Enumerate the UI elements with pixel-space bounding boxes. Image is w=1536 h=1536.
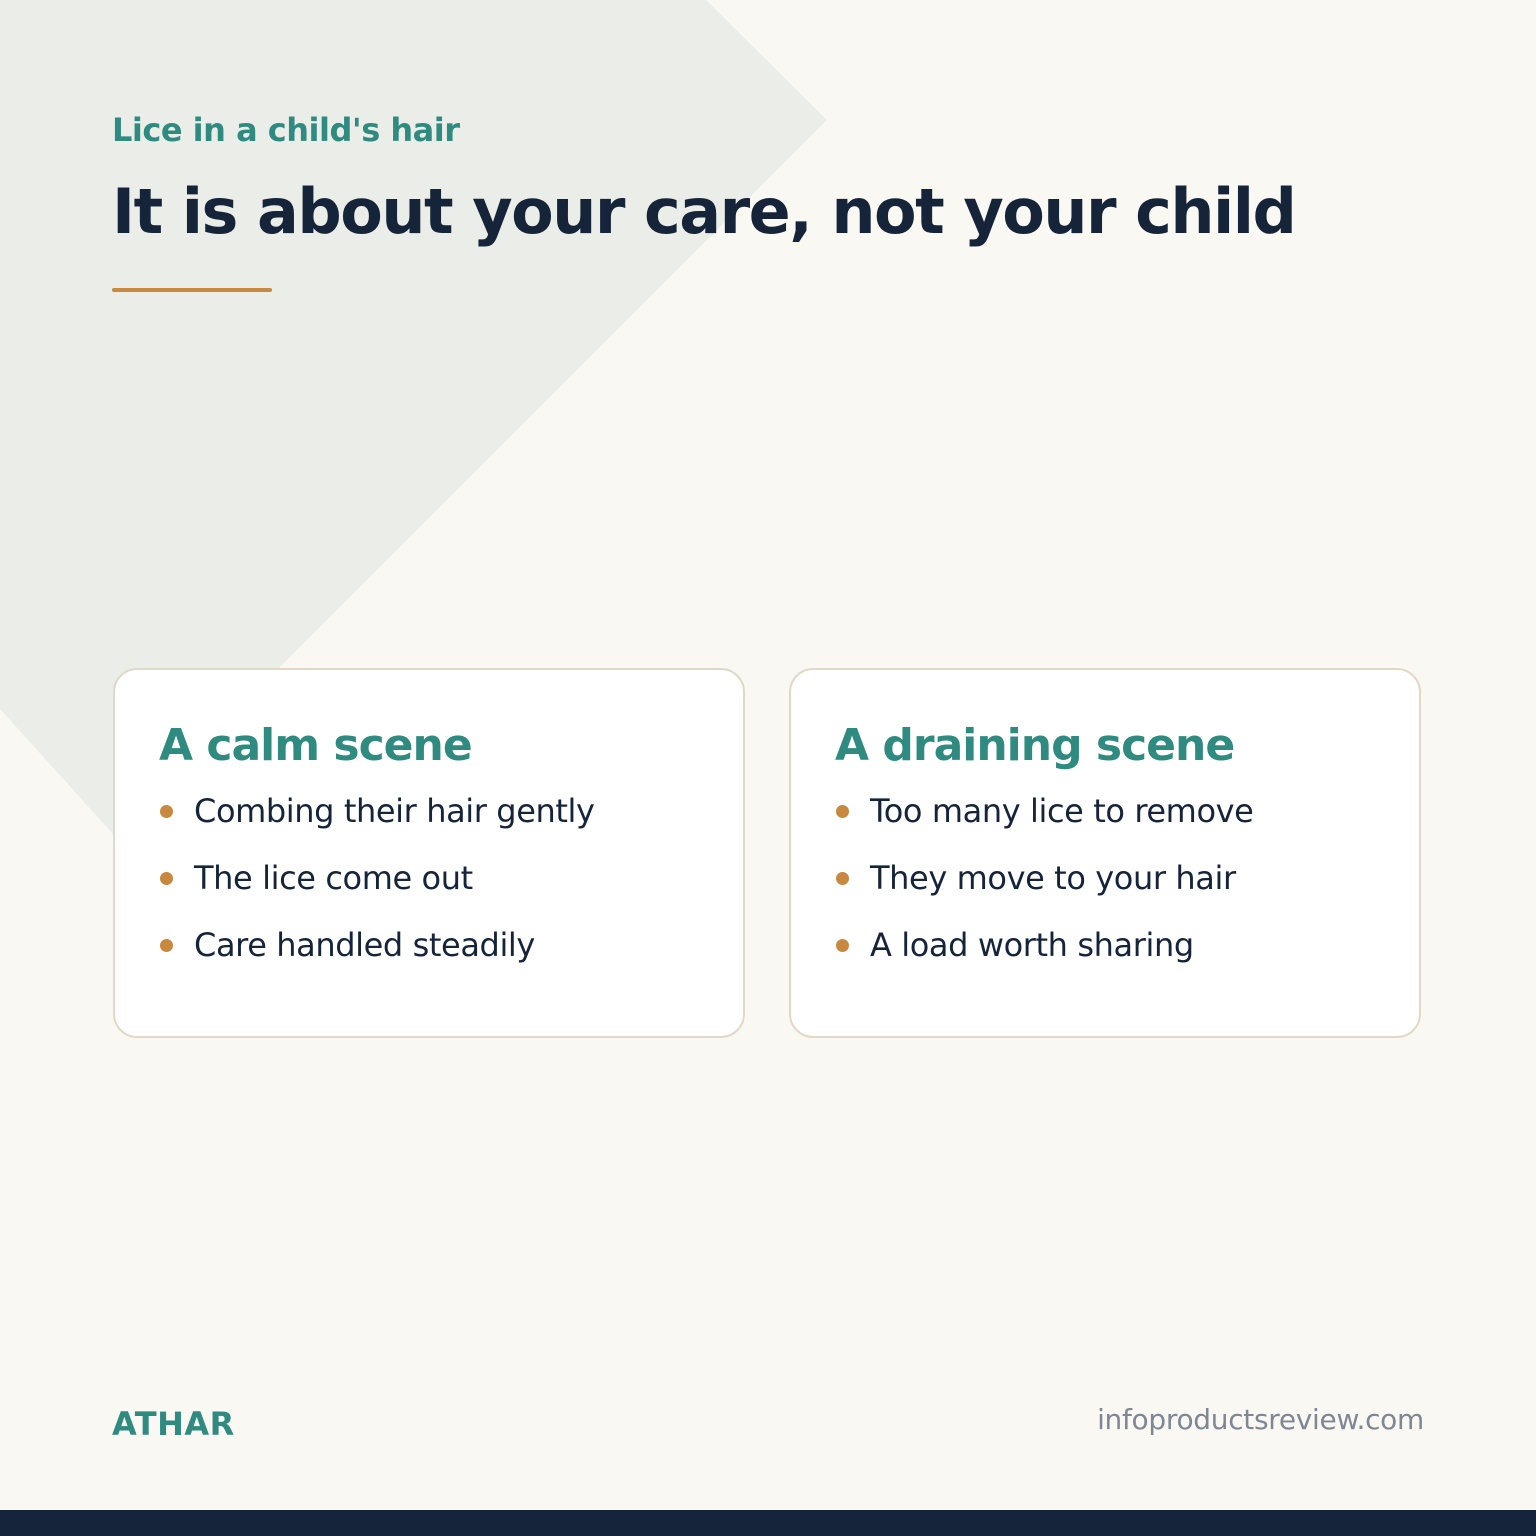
accent-divider xyxy=(112,288,272,292)
list-item xyxy=(159,858,713,898)
bullet-icon xyxy=(160,805,173,818)
list-item-text: Combing their hair gently xyxy=(194,792,595,830)
calm-scene-card xyxy=(113,668,745,1038)
page-title: It is about your care, not your child xyxy=(112,175,1296,248)
bullet-icon xyxy=(836,872,849,885)
item-list xyxy=(159,791,713,965)
list-item xyxy=(835,791,1389,831)
bullet-icon xyxy=(836,939,849,952)
bullet-icon xyxy=(160,872,173,885)
list-item xyxy=(159,925,713,965)
bullet-icon xyxy=(836,805,849,818)
list-item-text: Too many lice to remove xyxy=(870,792,1254,830)
header xyxy=(112,108,1295,292)
list-item-text: They move to your hair xyxy=(870,859,1236,897)
card-title: A calm scene xyxy=(159,720,472,771)
list-item-text: The lice come out xyxy=(194,859,473,897)
website-url: infoproductsreview.com xyxy=(1097,1403,1424,1436)
list-item xyxy=(835,858,1389,898)
draining-scene-card xyxy=(789,668,1421,1038)
list-item-text: Care handled steadily xyxy=(194,926,535,964)
bullet-icon xyxy=(160,939,173,952)
list-item-text: A load worth sharing xyxy=(870,926,1194,964)
eyebrow-subtitle: Lice in a child's hair xyxy=(112,111,460,149)
brand-name: ATHAR xyxy=(112,1405,235,1443)
bottom-bar xyxy=(0,1510,1536,1536)
list-item xyxy=(159,791,713,831)
card-title: A draining scene xyxy=(835,720,1235,771)
list-item xyxy=(835,925,1389,965)
item-list xyxy=(835,791,1389,965)
